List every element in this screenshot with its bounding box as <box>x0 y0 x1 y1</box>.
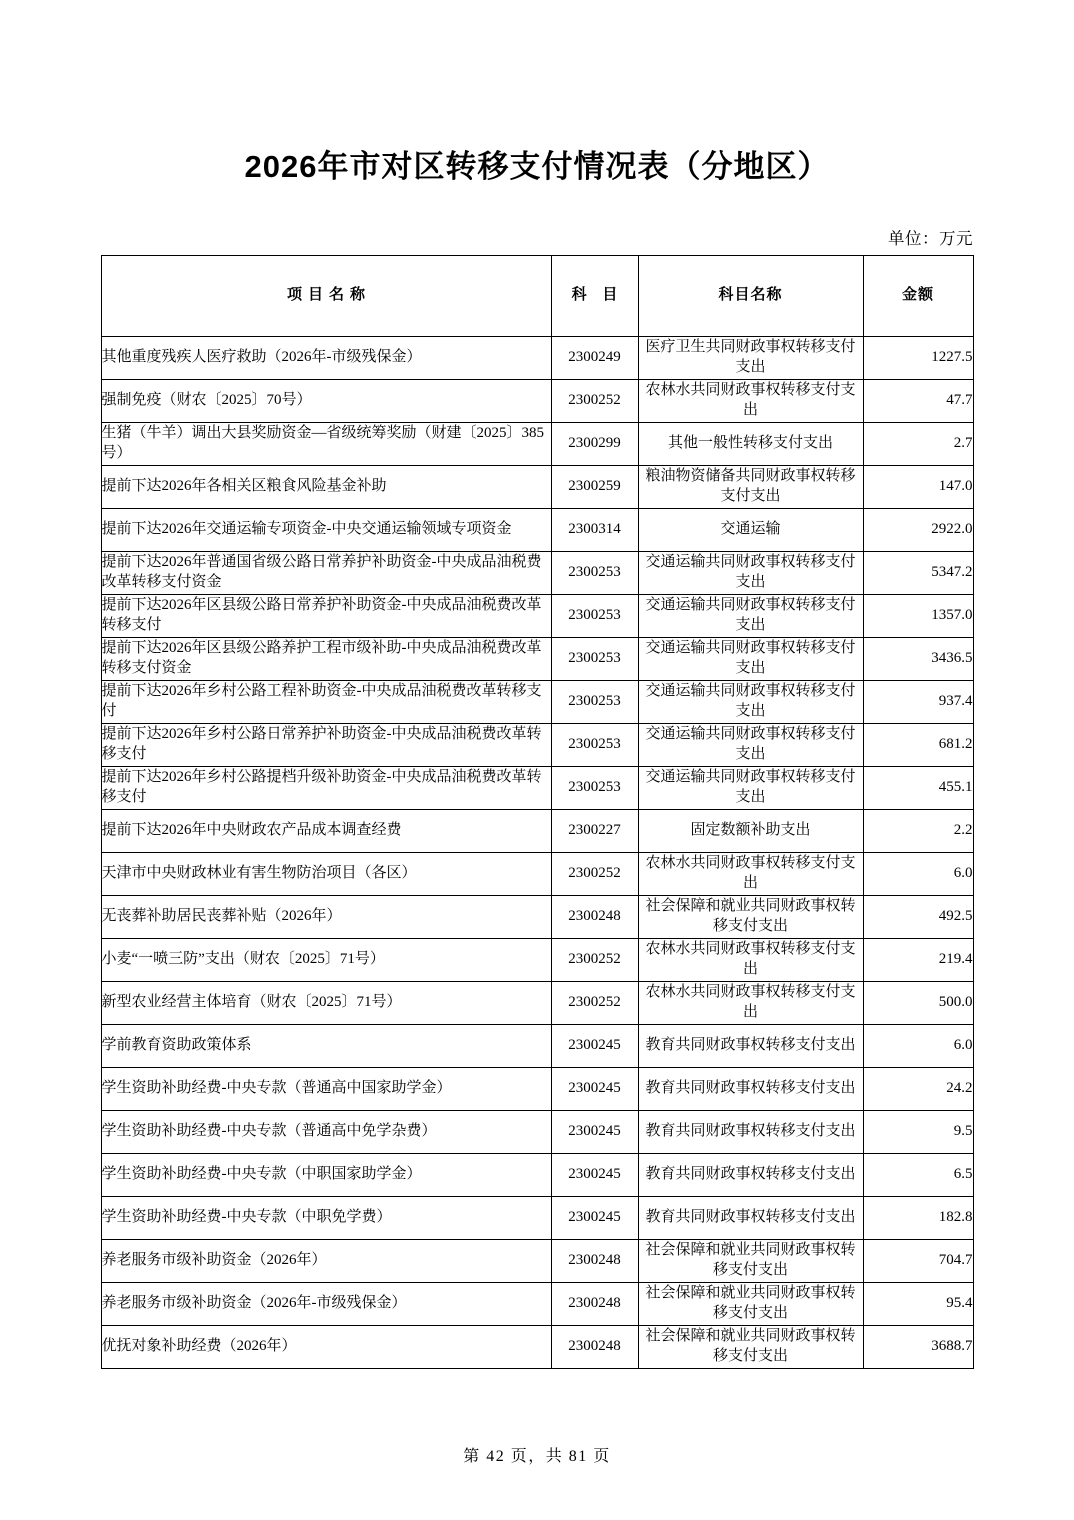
cell-subject-name: 交通运输共同财政事权转移支付支出 <box>638 637 863 680</box>
cell-amount: 147.0 <box>863 465 973 508</box>
table-row <box>101 895 973 938</box>
unit-note: 单位：万元 <box>888 228 973 248</box>
table-row <box>101 766 973 809</box>
cell-subject-code: 2300253 <box>551 594 638 637</box>
cell-amount: 219.4 <box>863 938 973 981</box>
page-title: 2026年市对区转移支付情况表（分地区） <box>244 149 830 184</box>
cell-project-name: 无丧葬补助居民丧葬补贴（2026年） <box>101 895 551 938</box>
table-row <box>101 637 973 680</box>
table-row <box>101 422 973 465</box>
cell-subject-name: 交通运输共同财政事权转移支付支出 <box>638 766 863 809</box>
cell-project-name: 提前下达2026年乡村公路工程补助资金-中央成品油税费改革转移支付 <box>101 680 551 723</box>
cell-subject-name: 教育共同财政事权转移支付支出 <box>638 1153 863 1196</box>
cell-subject-name: 粮油物资储备共同财政事权转移支付支出 <box>638 465 863 508</box>
cell-subject-name: 社会保障和就业共同财政事权转移支付支出 <box>638 895 863 938</box>
table-row <box>101 1067 973 1110</box>
cell-project-name: 提前下达2026年区县级公路日常养护补助资金-中央成品油税费改革转移支付 <box>101 594 551 637</box>
cell-amount: 2.7 <box>863 422 973 465</box>
cell-amount: 2.2 <box>863 809 973 852</box>
cell-subject-code: 2300227 <box>551 809 638 852</box>
cell-subject-name: 交通运输 <box>638 508 863 551</box>
table-row <box>101 1110 973 1153</box>
table-body <box>101 336 973 1368</box>
cell-project-name: 学生资助补助经费-中央专款（普通高中国家助学金） <box>101 1067 551 1110</box>
table-row <box>101 680 973 723</box>
table-row <box>101 551 973 594</box>
cell-project-name: 优抚对象补助经费（2026年） <box>101 1325 551 1368</box>
cell-subject-code: 2300314 <box>551 508 638 551</box>
cell-subject-name: 社会保障和就业共同财政事权转移支付支出 <box>638 1239 863 1282</box>
cell-subject-name: 教育共同财政事权转移支付支出 <box>638 1024 863 1067</box>
cell-project-name: 小麦“一喷三防”支出（财农〔2025〕71号） <box>101 938 551 981</box>
cell-subject-code: 2300253 <box>551 551 638 594</box>
cell-subject-code: 2300252 <box>551 981 638 1024</box>
cell-project-name: 学生资助补助经费-中央专款（中职国家助学金） <box>101 1153 551 1196</box>
table-row <box>101 809 973 852</box>
cell-subject-code: 2300299 <box>551 422 638 465</box>
table-row <box>101 1282 973 1325</box>
cell-amount: 6.5 <box>863 1153 973 1196</box>
cell-project-name: 提前下达2026年区县级公路养护工程市级补助-中央成品油税费改革转移支付资金 <box>101 637 551 680</box>
table-row <box>101 379 973 422</box>
cell-amount: 47.7 <box>863 379 973 422</box>
cell-project-name: 学前教育资助政策体系 <box>101 1024 551 1067</box>
cell-subject-name: 农林水共同财政事权转移支付支出 <box>638 852 863 895</box>
cell-amount: 3688.7 <box>863 1325 973 1368</box>
cell-amount: 455.1 <box>863 766 973 809</box>
cell-subject-name: 交通运输共同财政事权转移支付支出 <box>638 551 863 594</box>
cell-subject-name: 其他一般性转移支付支出 <box>638 422 863 465</box>
cell-amount: 704.7 <box>863 1239 973 1282</box>
cell-subject-name: 医疗卫生共同财政事权转移支付支出 <box>638 336 863 379</box>
cell-subject-name: 教育共同财政事权转移支付支出 <box>638 1067 863 1110</box>
table-row <box>101 594 973 637</box>
cell-project-name: 学生资助补助经费-中央专款（中职免学费） <box>101 1196 551 1239</box>
table-row <box>101 723 973 766</box>
cell-subject-code: 2300253 <box>551 766 638 809</box>
cell-subject-name: 农林水共同财政事权转移支付支出 <box>638 981 863 1024</box>
cell-subject-name: 教育共同财政事权转移支付支出 <box>638 1196 863 1239</box>
cell-subject-name: 教育共同财政事权转移支付支出 <box>638 1110 863 1153</box>
cell-amount: 95.4 <box>863 1282 973 1325</box>
cell-amount: 1227.5 <box>863 336 973 379</box>
column-header-subject-name: 科目名称 <box>638 255 863 336</box>
cell-subject-code: 2300259 <box>551 465 638 508</box>
cell-subject-code: 2300252 <box>551 938 638 981</box>
table-row <box>101 1024 973 1067</box>
cell-subject-name: 交通运输共同财政事权转移支付支出 <box>638 723 863 766</box>
cell-subject-code: 2300245 <box>551 1110 638 1153</box>
table-row <box>101 336 973 379</box>
cell-subject-code: 2300245 <box>551 1153 638 1196</box>
cell-project-name: 新型农业经营主体培育（财农〔2025〕71号） <box>101 981 551 1024</box>
cell-subject-code: 2300248 <box>551 1282 638 1325</box>
table-row <box>101 1196 973 1239</box>
cell-amount: 937.4 <box>863 680 973 723</box>
cell-subject-name: 农林水共同财政事权转移支付支出 <box>638 938 863 981</box>
cell-amount: 500.0 <box>863 981 973 1024</box>
cell-amount: 5347.2 <box>863 551 973 594</box>
transfer-payment-table <box>101 255 974 1369</box>
cell-project-name: 学生资助补助经费-中央专款（普通高中免学杂费） <box>101 1110 551 1153</box>
table-row <box>101 508 973 551</box>
cell-subject-code: 2300253 <box>551 723 638 766</box>
table-header-row <box>101 255 973 336</box>
cell-project-name: 强制免疫（财农〔2025〕70号） <box>101 379 551 422</box>
cell-subject-code: 2300245 <box>551 1196 638 1239</box>
cell-project-name: 天津市中央财政林业有害生物防治项目（各区） <box>101 852 551 895</box>
table-row <box>101 465 973 508</box>
cell-amount: 3436.5 <box>863 637 973 680</box>
cell-subject-code: 2300252 <box>551 852 638 895</box>
cell-subject-code: 2300252 <box>551 379 638 422</box>
column-header-subject-code: 科 目 <box>551 255 638 336</box>
table-row <box>101 1325 973 1368</box>
cell-project-name: 养老服务市级补助资金（2026年） <box>101 1239 551 1282</box>
cell-project-name: 生猪（牛羊）调出大县奖励资金—省级统筹奖励（财建〔2025〕385号） <box>101 422 551 465</box>
cell-subject-code: 2300245 <box>551 1024 638 1067</box>
cell-project-name: 提前下达2026年乡村公路日常养护补助资金-中央成品油税费改革转移支付 <box>101 723 551 766</box>
cell-subject-name: 社会保障和就业共同财政事权转移支付支出 <box>638 1282 863 1325</box>
cell-amount: 2922.0 <box>863 508 973 551</box>
cell-amount: 9.5 <box>863 1110 973 1153</box>
cell-subject-code: 2300248 <box>551 895 638 938</box>
cell-amount: 182.8 <box>863 1196 973 1239</box>
cell-amount: 6.0 <box>863 852 973 895</box>
cell-subject-code: 2300253 <box>551 680 638 723</box>
cell-subject-code: 2300248 <box>551 1239 638 1282</box>
cell-subject-name: 农林水共同财政事权转移支付支出 <box>638 379 863 422</box>
cell-amount: 681.2 <box>863 723 973 766</box>
cell-project-name: 提前下达2026年中央财政农产品成本调查经费 <box>101 809 551 852</box>
table-row <box>101 852 973 895</box>
cell-amount: 1357.0 <box>863 594 973 637</box>
cell-amount: 492.5 <box>863 895 973 938</box>
cell-amount: 6.0 <box>863 1024 973 1067</box>
cell-project-name: 提前下达2026年普通国省级公路日常养护补助资金-中央成品油税费改革转移支付资金 <box>101 551 551 594</box>
cell-amount: 24.2 <box>863 1067 973 1110</box>
cell-subject-code: 2300253 <box>551 637 638 680</box>
table-header <box>101 255 973 336</box>
table-row <box>101 938 973 981</box>
cell-subject-code: 2300249 <box>551 336 638 379</box>
cell-project-name: 养老服务市级补助资金（2026年-市级残保金） <box>101 1282 551 1325</box>
cell-subject-name: 社会保障和就业共同财政事权转移支付支出 <box>638 1325 863 1368</box>
cell-project-name: 提前下达2026年交通运输专项资金-中央交通运输领域专项资金 <box>101 508 551 551</box>
cell-subject-code: 2300248 <box>551 1325 638 1368</box>
cell-project-name: 提前下达2026年各相关区粮食风险基金补助 <box>101 465 551 508</box>
table-row <box>101 1239 973 1282</box>
table-row <box>101 981 973 1024</box>
cell-project-name: 提前下达2026年乡村公路提档升级补助资金-中央成品油税费改革转移支付 <box>101 766 551 809</box>
cell-subject-name: 交通运输共同财政事权转移支付支出 <box>638 594 863 637</box>
column-header-amount: 金额 <box>863 255 973 336</box>
table-row <box>101 1153 973 1196</box>
page-footer: 第 42 页，共 81 页 <box>463 1448 611 1465</box>
cell-subject-code: 2300245 <box>551 1067 638 1110</box>
cell-subject-name: 固定数额补助支出 <box>638 809 863 852</box>
cell-subject-name: 交通运输共同财政事权转移支付支出 <box>638 680 863 723</box>
column-header-project-name: 项目名称 <box>101 255 551 336</box>
cell-project-name: 其他重度残疾人医疗救助（2026年-市级残保金） <box>101 336 551 379</box>
